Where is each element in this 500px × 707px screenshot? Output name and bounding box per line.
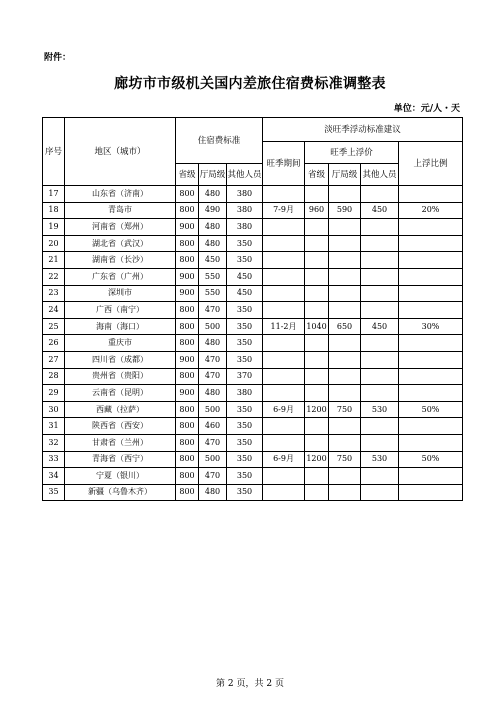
col-peak-suggestion-header: 淡旺季浮动标准建议 [263,118,463,142]
cell-peak-period [263,468,305,485]
cell-province-level: 900 [176,385,199,402]
cell-province-level: 900 [176,219,199,236]
lodging-standard-table [42,117,463,501]
cell-peak-province [305,434,329,451]
cell-peak-period: 6-9月 [263,451,305,468]
cell-peak-bureau: 750 [329,401,361,418]
cell-bureau-level: 480 [199,186,227,203]
cell-peak-bureau: 590 [329,202,361,219]
cell-bureau-level: 500 [199,318,227,335]
cell-others: 380 [227,219,263,236]
table-body [43,186,463,501]
cell-float-ratio [399,268,463,285]
cell-float-ratio [399,434,463,451]
cell-peak-bureau [329,235,361,252]
cell-region: 西藏（拉萨） [65,401,176,418]
cell-peak-others [361,285,399,302]
cell-peak-period: 6-9月 [263,401,305,418]
cell-others: 380 [227,385,263,402]
cell-peak-period [263,385,305,402]
cell-float-ratio [399,186,463,203]
table-row [43,434,463,451]
cell-province-level: 800 [176,484,199,501]
table-row [43,235,463,252]
cell-peak-bureau [329,434,361,451]
cell-peak-province [305,186,329,203]
cell-peak-others [361,484,399,501]
cell-bureau-level: 470 [199,351,227,368]
cell-seq: 21 [43,252,65,269]
cell-province-level: 800 [176,368,199,385]
cell-peak-period: 7-9月 [263,202,305,219]
cell-peak-period [263,302,305,319]
cell-seq: 31 [43,418,65,435]
cell-peak-bureau [329,368,361,385]
cell-province-level: 800 [176,434,199,451]
cell-peak-province [305,335,329,352]
cell-peak-others [361,252,399,269]
cell-bureau-level: 550 [199,285,227,302]
cell-seq: 34 [43,468,65,485]
cell-province-level: 800 [176,302,199,319]
cell-peak-others: 530 [361,451,399,468]
table-row [43,351,463,368]
cell-region: 河南省（郑州） [65,219,176,236]
cell-seq: 18 [43,202,65,219]
cell-float-ratio [399,335,463,352]
cell-others: 350 [227,302,263,319]
table-row [43,484,463,501]
cell-peak-others [361,335,399,352]
table-row [43,318,463,335]
col-region-header: 地区（城市） [65,118,176,186]
cell-region: 贵州省（贵阳） [65,368,176,385]
cell-others: 350 [227,235,263,252]
unit-label: 单位：元/人・天 [393,104,460,114]
cell-others: 350 [227,451,263,468]
cell-province-level: 800 [176,401,199,418]
cell-bureau-level: 480 [199,385,227,402]
cell-float-ratio [399,368,463,385]
cell-peak-others [361,235,399,252]
cell-region: 山东省（济南） [65,186,176,203]
cell-peak-others [361,418,399,435]
table-row [43,335,463,352]
cell-peak-province [305,252,329,269]
cell-peak-province [305,285,329,302]
cell-others: 450 [227,268,263,285]
col-province-level-header: 省级 [176,164,199,186]
cell-float-ratio [399,219,463,236]
col-others-header: 其他人员 [227,164,263,186]
cell-region: 青海省（西宁） [65,451,176,468]
cell-peak-bureau [329,252,361,269]
cell-peak-bureau [329,351,361,368]
cell-peak-period: 11-2月 [263,318,305,335]
cell-peak-period [263,235,305,252]
cell-peak-others [361,385,399,402]
cell-peak-province [305,235,329,252]
cell-others: 350 [227,401,263,418]
cell-peak-province [305,351,329,368]
cell-peak-others [361,268,399,285]
cell-peak-bureau: 750 [329,451,361,468]
cell-bureau-level: 480 [199,219,227,236]
col-peak-period-header: 旺季期间 [263,142,305,186]
table-row [43,302,463,319]
cell-peak-province [305,368,329,385]
cell-peak-period [263,219,305,236]
cell-province-level: 800 [176,418,199,435]
cell-peak-period [263,285,305,302]
attachment-label: 附件： [44,53,72,63]
col-float-ratio-header: 上浮比例 [399,142,463,186]
cell-seq: 35 [43,484,65,501]
cell-bureau-level: 480 [199,484,227,501]
page-indicator: 第 2 页，共 2 页 [216,679,284,689]
cell-float-ratio [399,285,463,302]
col-seq-header: 序号 [43,118,65,186]
col-bureau-level-header: 厅局级 [199,164,227,186]
cell-seq: 28 [43,368,65,385]
cell-float-ratio [399,235,463,252]
cell-peak-others: 530 [361,401,399,418]
cell-peak-bureau [329,335,361,352]
cell-province-level: 800 [176,186,199,203]
table-row [43,385,463,402]
cell-seq: 20 [43,235,65,252]
cell-peak-province [305,268,329,285]
cell-peak-bureau [329,484,361,501]
cell-region: 四川省（成都） [65,351,176,368]
cell-float-ratio [399,252,463,269]
table-row [43,219,463,236]
cell-peak-province [305,418,329,435]
cell-bureau-level: 470 [199,434,227,451]
cell-peak-others: 450 [361,202,399,219]
cell-others: 350 [227,484,263,501]
cell-peak-province [305,468,329,485]
cell-province-level: 800 [176,235,199,252]
cell-float-ratio [399,385,463,402]
cell-peak-bureau: 650 [329,318,361,335]
cell-seq: 23 [43,285,65,302]
cell-peak-others [361,219,399,236]
cell-float-ratio: 20% [399,202,463,219]
cell-peak-province: 1040 [305,318,329,335]
cell-float-ratio [399,468,463,485]
cell-peak-province [305,302,329,319]
cell-peak-period [263,351,305,368]
cell-region: 宁夏（银川） [65,468,176,485]
cell-others: 350 [227,335,263,352]
cell-region: 广西（南宁） [65,302,176,319]
table-row [43,451,463,468]
cell-bureau-level: 470 [199,468,227,485]
cell-peak-others: 450 [361,318,399,335]
cell-bureau-level: 480 [199,235,227,252]
cell-province-level: 800 [176,335,199,352]
cell-peak-others [361,434,399,451]
cell-peak-period [263,434,305,451]
cell-peak-others [361,351,399,368]
table-row [43,368,463,385]
table-row [43,468,463,485]
cell-others: 350 [227,434,263,451]
table-row [43,252,463,269]
cell-others: 350 [227,318,263,335]
cell-province-level: 800 [176,252,199,269]
cell-others: 450 [227,285,263,302]
cell-region: 湖南省（长沙） [65,252,176,269]
cell-float-ratio [399,302,463,319]
col-lodging-standard-header: 住宿费标准 [176,118,263,164]
cell-peak-bureau [329,302,361,319]
cell-seq: 26 [43,335,65,352]
cell-bureau-level: 470 [199,368,227,385]
cell-seq: 22 [43,268,65,285]
cell-bureau-level: 500 [199,401,227,418]
cell-bureau-level: 460 [199,418,227,435]
cell-peak-province: 1200 [305,401,329,418]
cell-peak-province: 1200 [305,451,329,468]
cell-seq: 24 [43,302,65,319]
cell-seq: 33 [43,451,65,468]
page-title: 廊坊市市级机关国内差旅住宿费标准调整表 [114,76,386,92]
cell-region: 海南（海口） [65,318,176,335]
cell-peak-period [263,268,305,285]
cell-region: 云南省（昆明） [65,385,176,402]
cell-float-ratio [399,351,463,368]
col-peak-others-header: 其他人员 [361,164,399,186]
cell-bureau-level: 480 [199,335,227,352]
cell-others: 350 [227,351,263,368]
table-row [43,186,463,203]
cell-region: 湖北省（武汉） [65,235,176,252]
table-row [43,401,463,418]
cell-province-level: 800 [176,468,199,485]
cell-bureau-level: 470 [199,302,227,319]
cell-float-ratio: 50% [399,451,463,468]
cell-others: 350 [227,418,263,435]
cell-bureau-level: 550 [199,268,227,285]
cell-province-level: 900 [176,285,199,302]
cell-peak-period [263,186,305,203]
cell-province-level: 800 [176,202,199,219]
cell-bureau-level: 450 [199,252,227,269]
cell-others: 350 [227,252,263,269]
cell-seq: 32 [43,434,65,451]
cell-peak-period [263,484,305,501]
cell-peak-bureau [329,418,361,435]
cell-peak-bureau [329,186,361,203]
cell-peak-others [361,186,399,203]
cell-float-ratio [399,418,463,435]
cell-peak-bureau [329,219,361,236]
col-peak-province-header: 省级 [305,164,329,186]
table-row [43,418,463,435]
cell-seq: 25 [43,318,65,335]
col-peak-bureau-header: 厅局级 [329,164,361,186]
cell-seq: 30 [43,401,65,418]
cell-province-level: 800 [176,451,199,468]
cell-peak-bureau [329,468,361,485]
table-row [43,285,463,302]
cell-province-level: 800 [176,318,199,335]
cell-peak-period [263,418,305,435]
col-peak-float-price-header: 旺季上浮价 [305,142,399,164]
cell-region: 新疆（乌鲁木齐） [65,484,176,501]
cell-region: 广东省（广州） [65,268,176,285]
cell-peak-bureau [329,385,361,402]
cell-region: 青岛市 [65,202,176,219]
cell-peak-others [361,368,399,385]
cell-others: 350 [227,468,263,485]
cell-peak-bureau [329,268,361,285]
cell-peak-period [263,335,305,352]
cell-province-level: 900 [176,268,199,285]
cell-peak-province [305,385,329,402]
cell-peak-period [263,368,305,385]
cell-seq: 27 [43,351,65,368]
cell-seq: 17 [43,186,65,203]
cell-others: 380 [227,202,263,219]
table-row [43,268,463,285]
cell-peak-bureau [329,285,361,302]
cell-peak-period [263,252,305,269]
table-row [43,202,463,219]
cell-bureau-level: 490 [199,202,227,219]
cell-float-ratio [399,484,463,501]
cell-province-level: 900 [176,351,199,368]
cell-seq: 19 [43,219,65,236]
cell-bureau-level: 500 [199,451,227,468]
cell-others: 370 [227,368,263,385]
cell-peak-others [361,468,399,485]
cell-float-ratio: 50% [399,401,463,418]
cell-seq: 29 [43,385,65,402]
cell-region: 深圳市 [65,285,176,302]
cell-others: 380 [227,186,263,203]
cell-peak-province: 960 [305,202,329,219]
cell-region: 重庆市 [65,335,176,352]
cell-peak-province [305,484,329,501]
cell-region: 陕西省（西安） [65,418,176,435]
cell-peak-province [305,219,329,236]
cell-region: 甘肃省（兰州） [65,434,176,451]
cell-float-ratio: 30% [399,318,463,335]
cell-peak-others [361,302,399,319]
